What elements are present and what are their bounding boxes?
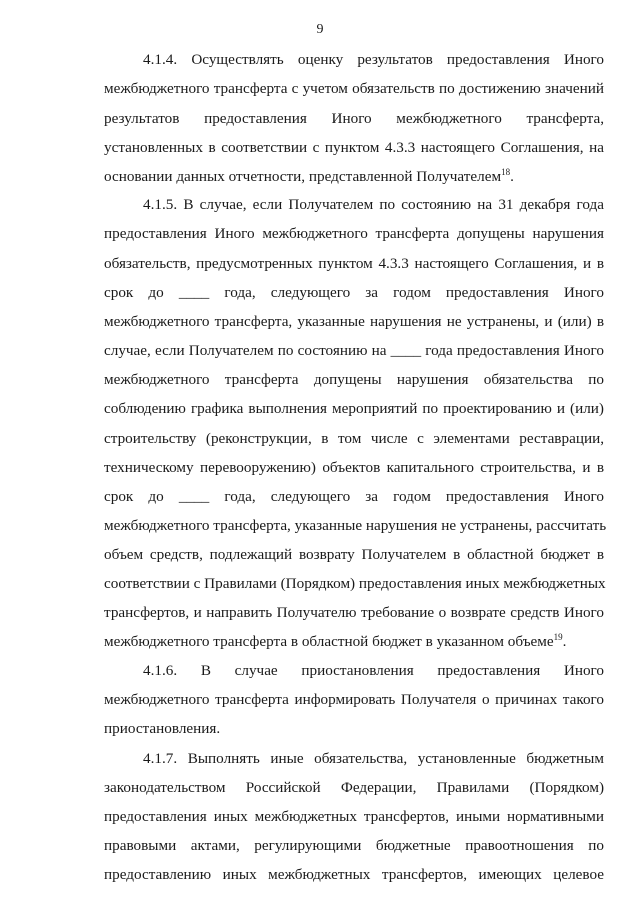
text-line-with-footnote	[104, 633, 566, 651]
text-line: предоставления Иного межбюджетного трансферта допущены нарушения	[104, 225, 604, 242]
text-line: межбюджетного трансферта допущены нарушения обязательства по	[104, 371, 604, 388]
period: .	[510, 168, 514, 185]
text-line: обязательств, предусмотренных пунктом 4.3.3 настоящего Соглашения, и в	[104, 255, 604, 272]
text-line: срок до ____ года, следующего за годом предоставления Иного	[104, 488, 604, 505]
text-line: соблюдению графика выполнения мероприятий по проектированию и (или)	[104, 400, 604, 417]
text-line: 4.1.7. Выполнять иные обязательства, установленные бюджетным	[143, 750, 604, 767]
text-line: межбюджетного трансферта, указанные нарушения не устранены, рассчитать	[104, 517, 607, 534]
text-line: основании данных отчетности, представленной Получателем	[104, 168, 502, 185]
page-number: 9	[316, 22, 324, 37]
text-line: соответствии с Правилами (Порядком) предоставления иных межбюджетных	[104, 575, 606, 592]
text-line-with-footnote	[104, 168, 514, 186]
text-line: установленных в соответствии с пунктом 4.3.3 настоящего Соглашения, на	[104, 139, 604, 156]
text-line: предоставлению иных межбюджетных трансфертов, имеющих целевое	[104, 866, 604, 883]
text-line: трансфертов, и направить Получателю требование о возврате средств Иного	[104, 604, 604, 621]
text-line: результатов предоставления Иного межбюджетного трансферта,	[104, 110, 604, 127]
text-line: строительству (реконструкции, в том числе с элементами реставрации,	[104, 430, 604, 447]
text-line: 4.1.6. В случае приостановления предоставления Иного	[143, 662, 604, 679]
text-line: объем средств, подлежащий возврату Получателем в областной бюджет в	[104, 546, 604, 563]
text-line: межбюджетного трансферта, указанные нарушения не устранены, и (или) в	[104, 313, 604, 330]
text-line: межбюджетного трансферта с учетом обязательств по достижению значений	[104, 80, 604, 97]
text-line: 4.1.5. В случае, если Получателем по состоянию на 31 декабря года	[143, 196, 604, 213]
text-line: межбюджетного трансферта в областной бюджет в указанном объеме	[104, 633, 554, 650]
text-line: предоставления иных межбюджетных трансфертов, иными нормативными	[104, 808, 604, 825]
text-line: случае, если Получателем по состоянию на ____ года предоставления Иного	[104, 342, 604, 359]
period: .	[562, 633, 567, 650]
text-line: приостановления.	[104, 720, 221, 737]
text-line: правовыми актами, регулирующими бюджетные правоотношения по	[104, 837, 604, 854]
text-line: законодательством Российской Федерации, Правилами (Порядком)	[104, 779, 604, 796]
footnote-ref: 19	[553, 631, 563, 642]
text-line: техническому перевооружению) объектов капитального строительства, и в	[104, 459, 604, 476]
text-line: 4.1.4. Осуществлять оценку результатов предоставления Иного	[143, 51, 604, 68]
footnote-ref: 18	[501, 166, 511, 177]
text-line: межбюджетного трансферта информировать Получателя о причинах такого	[104, 691, 604, 708]
text-line: срок до ____ года, следующего за годом предоставления Иного	[104, 284, 604, 301]
